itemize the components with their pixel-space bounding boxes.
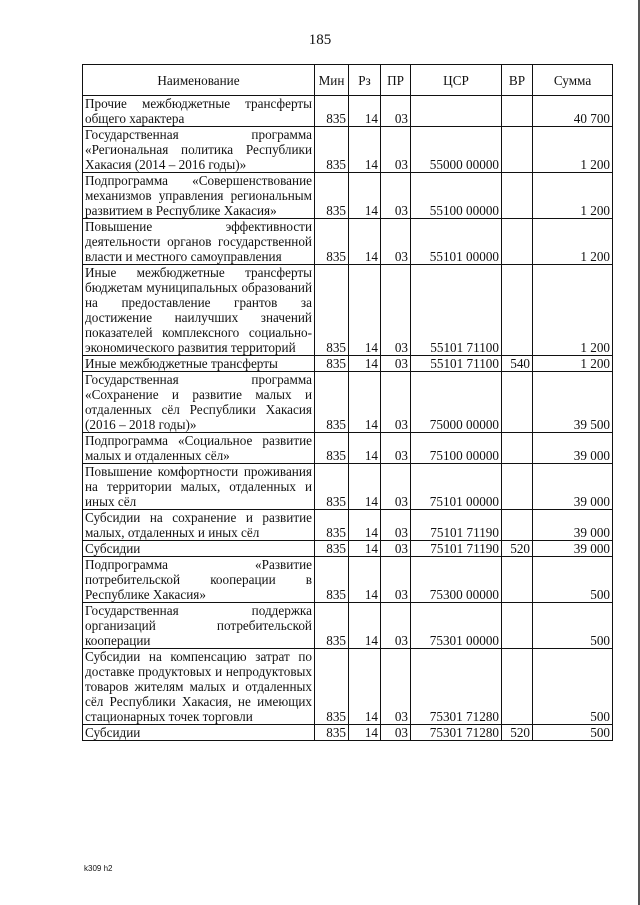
table-row xyxy=(83,510,613,541)
column-header-sum: Сумма xyxy=(533,65,613,96)
cell-min: 835 xyxy=(315,510,349,541)
cell-name: Прочие межбюджетные трансферты общего характера xyxy=(83,96,315,127)
cell-pr: 03 xyxy=(381,173,411,219)
cell-name: Подпрограмма «Совершенствование механизмов управления региональным развитием в Республике Хакасия» xyxy=(83,173,315,219)
cell-csr: 75301 00000 xyxy=(411,603,502,649)
cell-sum: 1 200 xyxy=(533,127,613,173)
cell-name: Повышение комфортности проживания на территории малых, отдаленных и иных сёл xyxy=(83,464,315,510)
cell-sum: 500 xyxy=(533,603,613,649)
cell-sum: 39 500 xyxy=(533,372,613,433)
cell-vr xyxy=(502,173,533,219)
table-row xyxy=(83,265,613,356)
cell-rz: 14 xyxy=(349,557,381,603)
cell-csr: 75301 71280 xyxy=(411,649,502,725)
cell-pr: 03 xyxy=(381,265,411,356)
cell-rz: 14 xyxy=(349,464,381,510)
cell-sum: 39 000 xyxy=(533,510,613,541)
cell-rz: 14 xyxy=(349,372,381,433)
cell-sum: 500 xyxy=(533,725,613,741)
cell-vr xyxy=(502,649,533,725)
cell-csr: 55000 00000 xyxy=(411,127,502,173)
cell-vr xyxy=(502,557,533,603)
cell-name: Государственная поддержка организаций потребительской кооперации xyxy=(83,603,315,649)
cell-csr: 75301 71280 xyxy=(411,725,502,741)
table-row xyxy=(83,603,613,649)
cell-vr xyxy=(502,433,533,464)
cell-vr: 520 xyxy=(502,725,533,741)
cell-csr: 55101 71100 xyxy=(411,356,502,372)
column-header-pr: ПР xyxy=(381,65,411,96)
table-row xyxy=(83,725,613,741)
column-header-rz: Рз xyxy=(349,65,381,96)
cell-vr xyxy=(502,372,533,433)
cell-pr: 03 xyxy=(381,96,411,127)
cell-pr: 03 xyxy=(381,725,411,741)
table-row xyxy=(83,127,613,173)
cell-name: Государственная программа «Сохранение и развитие малых и отдаленных сёл Республики Хакасия (2016 – 2018 годы)» xyxy=(83,372,315,433)
cell-name: Подпрограмма «Развитие потребительской кооперации в Республике Хакасия» xyxy=(83,557,315,603)
cell-rz: 14 xyxy=(349,173,381,219)
cell-rz: 14 xyxy=(349,433,381,464)
table-row xyxy=(83,372,613,433)
cell-rz: 14 xyxy=(349,603,381,649)
cell-sum: 1 200 xyxy=(533,265,613,356)
cell-pr: 03 xyxy=(381,557,411,603)
column-header-csr: ЦСР xyxy=(411,65,502,96)
cell-min: 835 xyxy=(315,372,349,433)
table-row xyxy=(83,219,613,265)
cell-pr: 03 xyxy=(381,541,411,557)
cell-min: 835 xyxy=(315,725,349,741)
cell-csr: 75101 71190 xyxy=(411,510,502,541)
column-header-vr: ВР xyxy=(502,65,533,96)
cell-name: Субсидии на сохранение и развитие малых, отдаленных и иных сёл xyxy=(83,510,315,541)
cell-sum: 500 xyxy=(533,557,613,603)
cell-min: 835 xyxy=(315,649,349,725)
cell-vr xyxy=(502,265,533,356)
cell-sum: 39 000 xyxy=(533,541,613,557)
cell-rz: 14 xyxy=(349,541,381,557)
column-header-min: Мин xyxy=(315,65,349,96)
cell-vr xyxy=(502,219,533,265)
table-row xyxy=(83,433,613,464)
table-row xyxy=(83,557,613,603)
cell-name: Субсидии на компенсацию затрат по доставке продуктовых и непродуктовых товаров жителям малых и отдаленных сёл Республики Хакасия, не имеющих стационарных точек торговли xyxy=(83,649,315,725)
cell-min: 835 xyxy=(315,464,349,510)
cell-name: Иные межбюджетные трансферты xyxy=(83,356,315,372)
cell-vr xyxy=(502,464,533,510)
cell-vr xyxy=(502,510,533,541)
cell-csr: 55101 00000 xyxy=(411,219,502,265)
cell-csr xyxy=(411,96,502,127)
cell-min: 835 xyxy=(315,265,349,356)
cell-vr xyxy=(502,96,533,127)
cell-min: 835 xyxy=(315,219,349,265)
budget-table xyxy=(82,64,613,741)
cell-vr xyxy=(502,603,533,649)
cell-min: 835 xyxy=(315,541,349,557)
cell-min: 835 xyxy=(315,96,349,127)
cell-pr: 03 xyxy=(381,464,411,510)
table-row xyxy=(83,649,613,725)
cell-csr: 55101 71100 xyxy=(411,265,502,356)
cell-rz: 14 xyxy=(349,219,381,265)
cell-rz: 14 xyxy=(349,649,381,725)
table-row xyxy=(83,356,613,372)
cell-rz: 14 xyxy=(349,725,381,741)
cell-sum: 500 xyxy=(533,649,613,725)
cell-name: Субсидии xyxy=(83,725,315,741)
cell-name: Государственная программа «Региональная политика Республики Хакасия (2014 – 2016 годы)» xyxy=(83,127,315,173)
cell-pr: 03 xyxy=(381,356,411,372)
cell-rz: 14 xyxy=(349,96,381,127)
cell-name: Субсидии xyxy=(83,541,315,557)
cell-name: Повышение эффективности деятельности органов государственной власти и местного самоуправления xyxy=(83,219,315,265)
cell-sum: 40 700 xyxy=(533,96,613,127)
cell-csr: 55100 00000 xyxy=(411,173,502,219)
cell-pr: 03 xyxy=(381,372,411,433)
cell-sum: 1 200 xyxy=(533,356,613,372)
cell-csr: 75000 00000 xyxy=(411,372,502,433)
cell-sum: 1 200 xyxy=(533,219,613,265)
table-row xyxy=(83,464,613,510)
cell-pr: 03 xyxy=(381,649,411,725)
cell-sum: 39 000 xyxy=(533,433,613,464)
footer-code: k309 h2 xyxy=(84,864,113,873)
cell-pr: 03 xyxy=(381,510,411,541)
column-header-name: Наименование xyxy=(83,65,315,96)
cell-csr: 75300 00000 xyxy=(411,557,502,603)
table-body xyxy=(83,96,613,741)
cell-min: 835 xyxy=(315,433,349,464)
cell-pr: 03 xyxy=(381,433,411,464)
table-row xyxy=(83,173,613,219)
table-header-row xyxy=(83,65,613,96)
cell-min: 835 xyxy=(315,557,349,603)
cell-sum: 39 000 xyxy=(533,464,613,510)
cell-name: Подпрограмма «Социальное развитие малых и отдаленных сёл» xyxy=(83,433,315,464)
cell-vr xyxy=(502,127,533,173)
cell-rz: 14 xyxy=(349,127,381,173)
cell-sum: 1 200 xyxy=(533,173,613,219)
cell-pr: 03 xyxy=(381,219,411,265)
cell-min: 835 xyxy=(315,356,349,372)
page-number: 185 xyxy=(308,32,332,48)
cell-csr: 75101 71190 xyxy=(411,541,502,557)
cell-rz: 14 xyxy=(349,265,381,356)
cell-rz: 14 xyxy=(349,510,381,541)
cell-rz: 14 xyxy=(349,356,381,372)
cell-csr: 75100 00000 xyxy=(411,433,502,464)
cell-min: 835 xyxy=(315,603,349,649)
cell-vr: 520 xyxy=(502,541,533,557)
cell-pr: 03 xyxy=(381,603,411,649)
cell-min: 835 xyxy=(315,173,349,219)
cell-min: 835 xyxy=(315,127,349,173)
table-row xyxy=(83,96,613,127)
cell-vr: 540 xyxy=(502,356,533,372)
cell-pr: 03 xyxy=(381,127,411,173)
cell-csr: 75101 00000 xyxy=(411,464,502,510)
cell-name: Иные межбюджетные трансферты бюджетам муниципальных образований на предоставление грантов за достижение наилучших значений показателей комплексного социально-экономического развития территорий xyxy=(83,265,315,356)
table-row xyxy=(83,541,613,557)
